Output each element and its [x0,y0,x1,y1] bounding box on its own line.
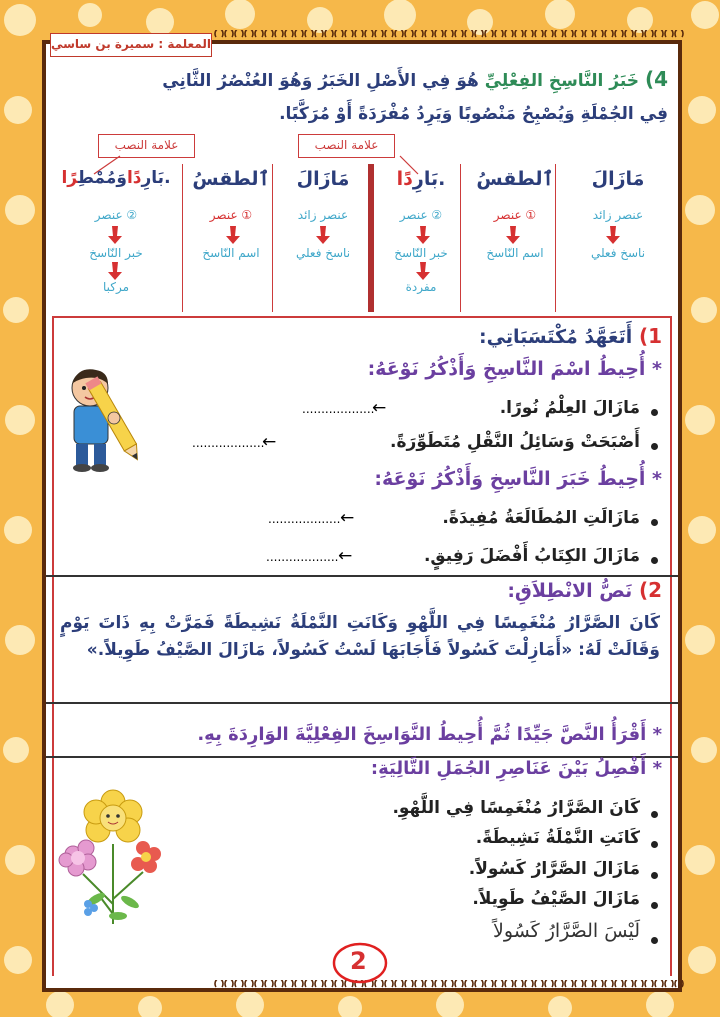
bullet [651,902,658,909]
bullet [651,872,658,879]
bullet [651,937,658,944]
sentence-item: كَانَ الصَّرَّارُ مُنْغَمِسًا فِي اللَّهْوِ. [392,798,640,818]
table-sub: خبر النّاسخ [394,246,448,260]
bullet [651,409,658,416]
section3-q1: * أَقْرَأُ النَّصَّ جَيِّدًا ثُمَّ أُحِيطُ النَّوَاسِخَ الفِعْلِيَّةَ الوَارِدَةَ بِهِ. [197,724,662,745]
bullet [651,811,658,818]
table-role: عنصر ① [209,208,253,222]
table-sub: ناسخ فعلي [295,246,351,260]
sentence-item: مَازَالَ الصَّرَّارُ كَسُولاً. [468,859,640,879]
table-sub: خبر النّاسخ [89,246,143,260]
teacher-label: المعلمة : سميرة بن ساسي [50,33,212,57]
arrow-icon: ← [340,508,355,528]
example-table [50,134,674,312]
boy-with-pencil-illustration [58,360,148,475]
section-left-line [52,316,54,976]
table-role: عنصر ② [399,208,443,222]
sentence-item: مَازَالَ الصَّيْفُ طَوِيلاً. [472,889,640,909]
section2-title-text: نَصُّ الانْطِلاَقِ: [507,580,633,602]
table-extra: مفردة [405,280,437,294]
definition-block [53,63,668,131]
section-right-line [670,316,672,976]
table-role: عنصر ② [94,208,138,222]
q2-item: مَازَالَتِ المُطَالَعَةُ مُفِيدَةً. [442,508,640,528]
q1-item: مَازَالَ العِلْمُ نُورًا. [499,398,640,418]
divider [46,702,678,704]
nasb-mark-tag-right: علامة النصب [298,134,395,158]
arrow-icon: ← [262,432,277,452]
definition-number: 4) [644,67,668,91]
table-sub: اسم النّاسخ [486,246,544,260]
definition-line1: هُوَ فِي الأَصْلِ الخَبَرُ وَهُوَ العُنْصُرُ الثَّانِي [162,71,479,91]
table-word: مَازَالَ [296,168,350,190]
section2-number: 2) [638,578,662,602]
definition-term: خَبَرُ النَّاسِخِ الفِعْلِيِّ [484,71,640,91]
answer-blank: ................... [266,550,339,564]
nasb-mark-tag-left: علامة النصب [98,134,195,158]
divider [46,575,678,577]
q1-item: أَصْبَحَتْ وَسَائِلُ النَّقْلِ مُتَطَوِّرَةً. [390,432,640,452]
answer-blank: ................... [268,512,341,526]
flowers-illustration [58,784,168,929]
answer-blank: ................... [302,402,375,416]
definition-line2: فِي الجُمْلَةِ وَيُصْبِحُ مَنْصُوبًا وَيَرِدُ مُفْرَدَةً أَوْ مُرَكَّبًا. [279,104,668,124]
section1-title [479,324,662,348]
answer-blank: ................... [192,436,265,450]
table-extra: مركبا [102,280,130,294]
story-paragraph: كَانَ الصَّرَّارُ مُنْغَمِسًا فِي اللَّهْوِ وَكَانَتِ النَّمْلَةُ نَشِيطَةً فَمَرَّتْ بِهِ ذَاتَ يَوْمٍ وَقَالَتْ لَهُ: «أَمَازِلْتَ كَسُولاً فَأَجَابَهَا لَسْتُ كَسُولاً، مَازَالَ الصَّيْفُ طَوِيلاً.» [60,613,660,660]
table-role: عنصر ① [493,208,537,222]
section3-q2: * أَفْصِلُ بَيْنَ عَنَاصِرِ الجُمَلِ التَّالِيَةِ: [370,758,662,779]
table-word: ٱلطقس [192,168,270,190]
arrow-icon: ← [372,398,387,418]
table-word: بَارِدًا . [396,168,446,190]
table-sub: ناسخ فعلي [590,246,646,260]
table-role: عنصر زائد [297,208,349,222]
sentence-item: كَانَتِ النَّمْلَةُ نَشِيطَةً. [475,828,640,848]
red-check-marks [50,134,674,312]
bullet [651,841,658,848]
bullet [651,519,658,526]
table-role: عنصر زائد [592,208,644,222]
section-top-line [52,316,672,318]
handwritten-answer: لَيْسَ الصَّرَّارُ كَسُولاً [493,920,640,942]
section1-q2: * أُحِيطُ خَبَرَ النَّاسِخِ وَأَذْكُرُ نَوْعَهُ: [374,468,662,490]
table-sub: اسم النّاسخ [202,246,260,260]
bullet [651,443,658,450]
page-number: 2 [350,947,367,975]
bullet [651,557,658,564]
arrow-icon: ← [338,546,353,566]
q2-item: مَازَالَ الكِتَابُ أَفْضَلَ رَفِيقٍ. [423,546,640,566]
table-word: ٱلطقس [476,168,554,190]
section1-number: 1) [638,324,662,348]
table-word: بَارِدًاوَمُمْطِرًا . [61,168,171,188]
section2-title [507,578,662,602]
table-word: مَازَالَ [591,168,645,190]
section1-title-text: أَتَعَهَّدُ مُكْتَسَبَاتِي: [479,326,633,348]
section1-q1: * أُحِيطُ اسْمَ النَّاسِخِ وَأَذْكُرُ نَوْعَهُ: [367,358,662,380]
